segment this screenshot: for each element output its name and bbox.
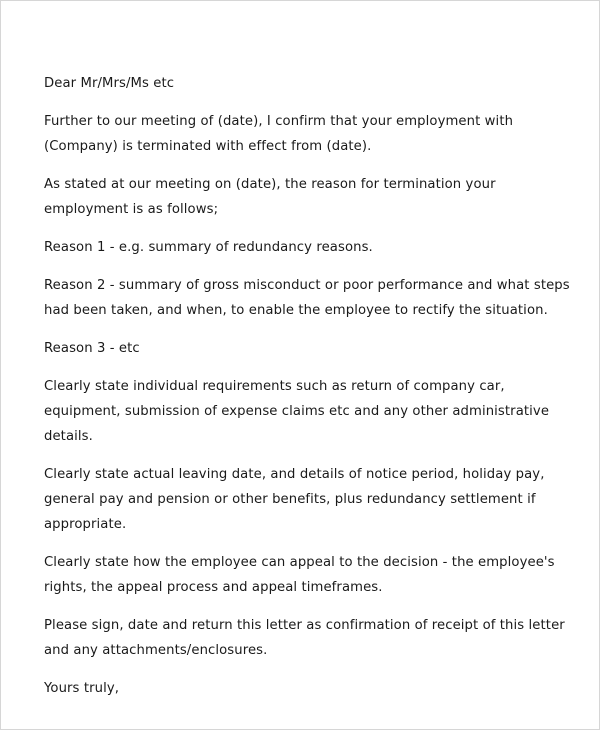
paragraph-reason-1: Reason 1 - e.g. summary of redundancy reasons. xyxy=(44,240,373,255)
paragraph-reason-3: Reason 3 - etc xyxy=(44,341,140,356)
letter-body xyxy=(44,71,574,714)
paragraph-reason-2: Reason 2 - summary of gross misconduct or poor performance and what steps had been taken, and when, to enable the employee to rectify the situation. xyxy=(44,278,570,318)
paragraph-requirements: Clearly state individual requirements such as return of company car, equipment, submission of expense claims etc and any other administrative details. xyxy=(44,379,550,444)
paragraph-employment-termination: Further to our meeting of (date), I confirm that your employment with (Company) is terminated with effect from (date). xyxy=(44,114,514,154)
paragraph-leaving-date: Clearly state actual leaving date, and details of notice period, holiday pay, general pay and pension or other benefits, plus redundancy settlement if appropriate. xyxy=(44,467,545,532)
paragraph-reason-intro: As stated at our meeting on (date), the reason for termination your employment is as follows; xyxy=(44,177,496,217)
paragraph-sign-return: Please sign, date and return this letter as confirmation of receipt of this letter and any attachments/enclosures. xyxy=(44,618,565,658)
closing: Yours truly, xyxy=(44,681,120,696)
paragraph-appeal: Clearly state how the employee can appeal to the decision - the employee's rights, the appeal process and appeal timeframes. xyxy=(44,555,555,595)
salutation: Dear Mr/Mrs/Ms etc xyxy=(44,76,175,91)
